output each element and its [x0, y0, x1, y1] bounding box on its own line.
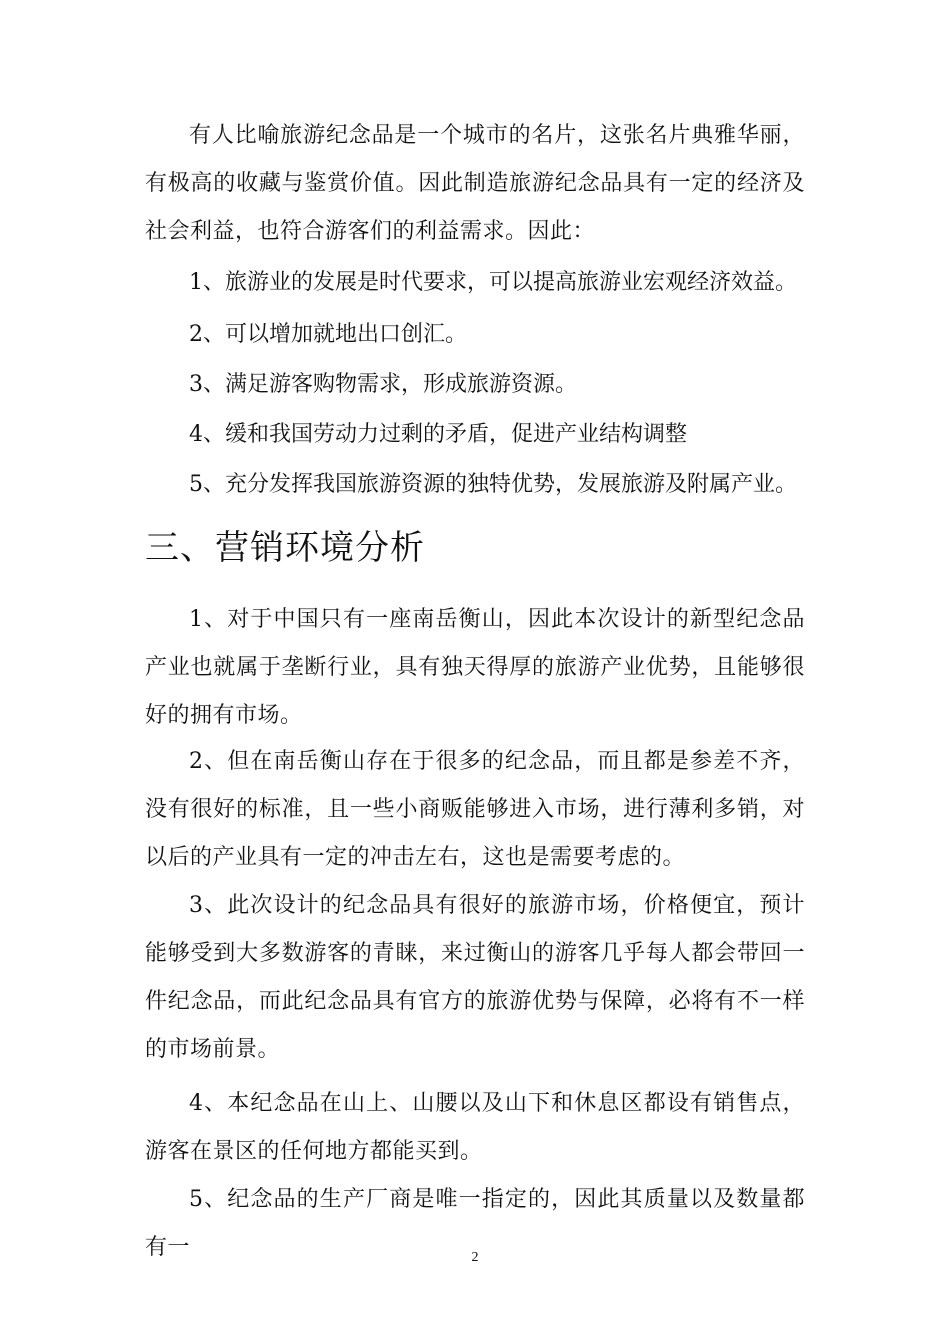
benefit-item-2: 2、可以增加就地出口创汇。 — [189, 322, 467, 347]
section-paragraph-3: 3、此次设计的纪念品具有很好的旅游市场，价格便宜，预计能够受到大多数游客的青睐，来过衡山的游客几乎每人都会带回一件纪念品，而此纪念品具有官方的旅游优势与保障，必将有不一样的市场前景。 — [145, 893, 805, 1062]
section-paragraph-1: 1、对于中国只有一座南岳衡山，因此本次设计的新型纪念品产业也就属于垄断行业，具有独天得厚的旅游产业优势，且能够很好的拥有市场。 — [145, 607, 805, 728]
section-paragraph-4: 4、本纪念品在山上、山腰以及山下和休息区都设有销售点，游客在景区的任何地方都能买到。 — [145, 1091, 805, 1164]
intro-paragraph: 有人比喻旅游纪念品是一个城市的名片，这张名片典雅华丽，有极高的收藏与鉴赏价值。因此制造旅游纪念品具有一定的经济及社会利益，也符合游客们的利益需求。因此： — [145, 123, 805, 244]
section-paragraph-2: 2、但在南岳衡山存在于很多的纪念品，而且都是参差不齐，没有很好的标准，且一些小商贩能够进入市场，进行薄利多销，对以后的产业具有一定的冲击左右，这也是需要考虑的。 — [145, 749, 805, 870]
section-paragraph-5: 5、纪念品的生产厂商是唯一指定的，因此其质量以及数量都有一 — [145, 1187, 805, 1260]
benefit-item-1: 1、旅游业的发展是时代要求，可以提高旅游业宏观经济效益。 — [189, 270, 797, 295]
benefit-item-5: 5、充分发挥我国旅游资源的独特优势，发展旅游及附属产业。 — [189, 472, 797, 497]
benefit-item-4: 4、缓和我国劳动力过剩的矛盾，促进产业结构调整 — [189, 422, 687, 447]
page-number: 2 — [471, 1250, 479, 1265]
section-heading: 三、营销环境分析 — [145, 528, 425, 568]
benefit-item-3: 3、满足游客购物需求，形成旅游资源。 — [189, 372, 577, 397]
